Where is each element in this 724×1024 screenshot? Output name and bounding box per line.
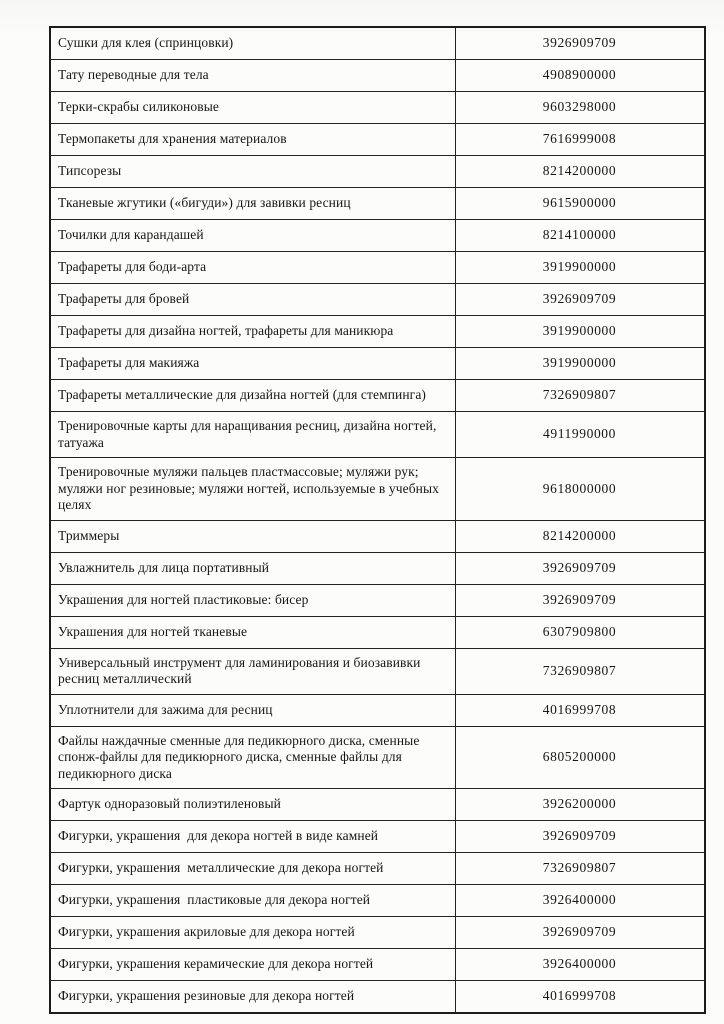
product-description-cell: Уплотнители для зажима для ресниц bbox=[50, 694, 456, 726]
hs-code-cell: 7616999008 bbox=[456, 124, 706, 156]
product-description-cell: Тренировочные муляжи пальцев пластмассовые; муляжи рук; муляжи ног резиновые; муляжи ногтей, используемые в учебных целях bbox=[50, 458, 456, 521]
product-description-cell: Тренировочные карты для наращивания ресниц, дизайна ногтей, татуажа bbox=[50, 412, 456, 458]
table-row bbox=[50, 156, 705, 188]
table-row bbox=[50, 949, 705, 981]
product-description-cell: Типсорезы bbox=[50, 156, 456, 188]
hs-code-cell: 4908900000 bbox=[456, 60, 706, 92]
product-description-cell: Файлы наждачные сменные для педикюрного диска, сменные спонж-файлы для педикюрного диска, сменные файлы для педикюрного диска bbox=[50, 726, 456, 789]
hs-code-cell: 9618000000 bbox=[456, 458, 706, 521]
product-description-cell: Фартук одноразовый полиэтиленовый bbox=[50, 789, 456, 821]
hs-code-cell: 3919900000 bbox=[456, 316, 706, 348]
hs-code-cell: 3926909709 bbox=[456, 917, 706, 949]
hs-code-cell: 8214200000 bbox=[456, 520, 706, 552]
product-description-cell: Термопакеты для хранения материалов bbox=[50, 124, 456, 156]
table-row bbox=[50, 917, 705, 949]
product-description-cell: Фигурки, украшения для декора ногтей в виде камней bbox=[50, 821, 456, 853]
table-row bbox=[50, 220, 705, 252]
table-row bbox=[50, 885, 705, 917]
product-description-cell: Терки-скрабы силиконовые bbox=[50, 92, 456, 124]
table-row bbox=[50, 124, 705, 156]
product-description-cell: Фигурки, украшения акриловые для декора ногтей bbox=[50, 917, 456, 949]
product-description-cell: Трафареты для макияжа bbox=[50, 348, 456, 380]
hs-code-cell: 3926400000 bbox=[456, 885, 706, 917]
hs-code-cell: 3926909709 bbox=[456, 284, 706, 316]
hs-code-cell: 4016999708 bbox=[456, 694, 706, 726]
product-description-cell: Трафареты для бровей bbox=[50, 284, 456, 316]
table-row bbox=[50, 616, 705, 648]
table-row bbox=[50, 348, 705, 380]
table-row bbox=[50, 458, 705, 521]
table-row bbox=[50, 316, 705, 348]
hs-code-cell: 3926200000 bbox=[456, 789, 706, 821]
hs-code-cell: 7326909807 bbox=[456, 853, 706, 885]
hs-code-cell: 6805200000 bbox=[456, 726, 706, 789]
hs-code-cell: 8214100000 bbox=[456, 220, 706, 252]
product-description-cell: Тканевые жгутики («бигуди») для завивки ресниц bbox=[50, 188, 456, 220]
table-row bbox=[50, 520, 705, 552]
hs-code-cell: 7326909807 bbox=[456, 648, 706, 694]
product-description-cell: Увлажнитель для лица портативный bbox=[50, 552, 456, 584]
hs-code-cell: 3926909709 bbox=[456, 821, 706, 853]
hs-code-cell: 6307909800 bbox=[456, 616, 706, 648]
table-row bbox=[50, 648, 705, 694]
table-row bbox=[50, 284, 705, 316]
hs-code-cell: 4016999708 bbox=[456, 981, 706, 1014]
table-row bbox=[50, 726, 705, 789]
table-row bbox=[50, 92, 705, 124]
table-row bbox=[50, 380, 705, 412]
table-row bbox=[50, 694, 705, 726]
product-description-cell: Фигурки, украшения керамические для декора ногтей bbox=[50, 949, 456, 981]
product-code-table bbox=[49, 26, 706, 1014]
table-row bbox=[50, 252, 705, 284]
product-description-cell: Фигурки, украшения пластиковые для декора ногтей bbox=[50, 885, 456, 917]
hs-code-cell: 3919900000 bbox=[456, 348, 706, 380]
hs-code-cell: 9603298000 bbox=[456, 92, 706, 124]
product-description-cell: Трафареты металлические для дизайна ногтей (для стемпинга) bbox=[50, 380, 456, 412]
table-row bbox=[50, 552, 705, 584]
table-body bbox=[50, 27, 705, 1013]
table-row bbox=[50, 789, 705, 821]
table-row bbox=[50, 60, 705, 92]
hs-code-cell: 3926909709 bbox=[456, 27, 706, 60]
hs-code-cell: 4911990000 bbox=[456, 412, 706, 458]
product-description-cell: Фигурки, украшения резиновые для декора ногтей bbox=[50, 981, 456, 1014]
hs-code-cell: 3926909709 bbox=[456, 584, 706, 616]
product-description-cell: Тату переводные для тела bbox=[50, 60, 456, 92]
table-row bbox=[50, 853, 705, 885]
hs-code-cell: 3919900000 bbox=[456, 252, 706, 284]
table-row bbox=[50, 27, 705, 60]
hs-code-cell: 3926400000 bbox=[456, 949, 706, 981]
table-row bbox=[50, 821, 705, 853]
table-row bbox=[50, 981, 705, 1014]
product-description-cell: Украшения для ногтей тканевые bbox=[50, 616, 456, 648]
table-row bbox=[50, 584, 705, 616]
hs-code-cell: 8214200000 bbox=[456, 156, 706, 188]
product-description-cell: Украшения для ногтей пластиковые: бисер bbox=[50, 584, 456, 616]
product-description-cell: Фигурки, украшения металлические для декора ногтей bbox=[50, 853, 456, 885]
hs-code-cell: 7326909807 bbox=[456, 380, 706, 412]
product-description-cell: Точилки для карандашей bbox=[50, 220, 456, 252]
product-description-cell: Трафареты для дизайна ногтей, трафареты для маникюра bbox=[50, 316, 456, 348]
hs-code-cell: 9615900000 bbox=[456, 188, 706, 220]
product-description-cell: Трафареты для боди-арта bbox=[50, 252, 456, 284]
hs-code-cell: 3926909709 bbox=[456, 552, 706, 584]
product-description-cell: Универсальный инструмент для ламинирования и биозавивки ресниц металлический bbox=[50, 648, 456, 694]
product-description-cell: Триммеры bbox=[50, 520, 456, 552]
table-row bbox=[50, 412, 705, 458]
table-row bbox=[50, 188, 705, 220]
product-description-cell: Сушки для клея (спринцовки) bbox=[50, 27, 456, 60]
